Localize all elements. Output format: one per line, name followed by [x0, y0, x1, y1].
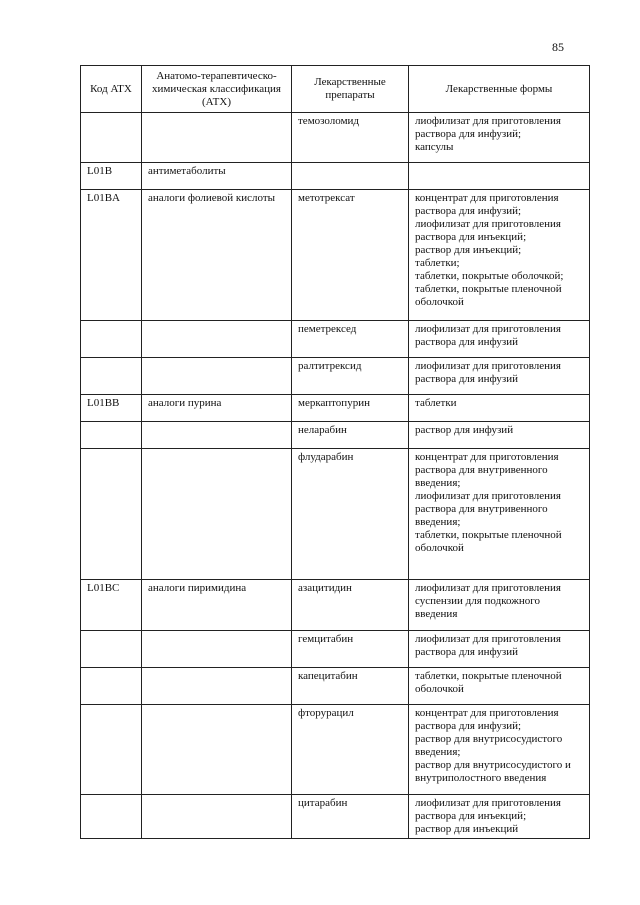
- cell-atx-classification: [142, 422, 292, 449]
- cell-atx-classification: аналоги фолиевой кислоты: [142, 190, 292, 321]
- cell-atx-code: [81, 321, 142, 358]
- cell-drug: пеметрексед: [292, 321, 409, 358]
- cell-atx-classification: [142, 358, 292, 395]
- dosage-form: концентрат для приготовления раствора для инфузий;: [415, 707, 559, 732]
- cell-atx-code: [81, 705, 142, 795]
- header-drugs: Лекарственные препараты: [292, 66, 409, 113]
- table-row: [81, 631, 590, 668]
- dosage-form: лиофилизат для приготовления раствора для инфузий: [415, 360, 561, 385]
- cell-dosage-forms: [409, 422, 590, 449]
- cell-drug: метотрексат: [292, 190, 409, 321]
- cell-drug: азацитидин: [292, 580, 409, 631]
- table-row: [81, 668, 590, 705]
- cell-atx-code: L01BC: [81, 580, 142, 631]
- cell-dosage-forms: [409, 631, 590, 668]
- table-row: [81, 580, 590, 631]
- header-atx-code: Код ATX: [81, 66, 142, 113]
- header-atx-classification: Анатомо-терапевтическо-химическая классификация (АТХ): [142, 66, 292, 113]
- table-row: [81, 395, 590, 422]
- table-row: [81, 190, 590, 321]
- cell-atx-code: [81, 422, 142, 449]
- dosage-form: раствор для инъекций;: [415, 244, 522, 256]
- cell-atx-code: [81, 358, 142, 395]
- dosage-form: раствор для инфузий: [415, 424, 514, 436]
- table-row: [81, 449, 590, 580]
- dosage-form: таблетки, покрытые пленочной оболочкой: [415, 283, 562, 308]
- cell-atx-classification: [142, 449, 292, 580]
- cell-atx-code: L01BA: [81, 190, 142, 321]
- cell-drug: ралтитрексид: [292, 358, 409, 395]
- cell-dosage-forms: [409, 668, 590, 705]
- dosage-form: таблетки, покрытые пленочной оболочкой: [415, 670, 562, 695]
- cell-drug: флударабин: [292, 449, 409, 580]
- table-body: [81, 113, 590, 839]
- dosage-form: раствор для внутрисосудистого и внутриполостного введения: [415, 759, 571, 784]
- cell-drug: неларабин: [292, 422, 409, 449]
- cell-dosage-forms: [409, 113, 590, 163]
- dosage-form: лиофилизат для приготовления раствора для внутривенного введения;: [415, 490, 561, 528]
- table-row: [81, 705, 590, 795]
- table-row: [81, 113, 590, 163]
- cell-atx-classification: антиметаболиты: [142, 163, 292, 190]
- cell-dosage-forms: [409, 358, 590, 395]
- cell-dosage-forms: [409, 163, 590, 190]
- dosage-form: раствор для внутрисосудистого введения;: [415, 733, 563, 758]
- cell-drug: капецитабин: [292, 668, 409, 705]
- table-row: [81, 795, 590, 839]
- dosage-form: лиофилизат для приготовления раствора для инфузий: [415, 323, 561, 348]
- cell-dosage-forms: [409, 190, 590, 321]
- dosage-form: таблетки;: [415, 257, 460, 269]
- dosage-form: таблетки, покрытые пленочной оболочкой: [415, 529, 562, 554]
- dosage-form: лиофилизат для приготовления раствора для инфузий;: [415, 115, 561, 140]
- cell-drug: фторурацил: [292, 705, 409, 795]
- table-row: [81, 358, 590, 395]
- dosage-form: капсулы: [415, 141, 454, 153]
- cell-atx-code: [81, 668, 142, 705]
- cell-atx-code: [81, 631, 142, 668]
- cell-atx-classification: аналоги пурина: [142, 395, 292, 422]
- cell-drug: гемцитабин: [292, 631, 409, 668]
- cell-dosage-forms: [409, 705, 590, 795]
- dosage-form: лиофилизат для приготовления суспензии для подкожного введения: [415, 582, 561, 620]
- cell-dosage-forms: [409, 580, 590, 631]
- cell-atx-classification: [142, 113, 292, 163]
- table-row: [81, 163, 590, 190]
- cell-atx-code: L01BB: [81, 395, 142, 422]
- cell-drug: меркаптопурин: [292, 395, 409, 422]
- table-header-row: [81, 66, 590, 113]
- header-dosage-forms: Лекарственные формы: [409, 66, 590, 113]
- dosage-form: таблетки, покрытые оболочкой;: [415, 270, 564, 282]
- cell-atx-classification: [142, 795, 292, 839]
- dosage-form: лиофилизат для приготовления раствора для инъекций;: [415, 218, 561, 243]
- dosage-form: раствор для инъекций: [415, 823, 519, 835]
- cell-drug: цитарабин: [292, 795, 409, 839]
- cell-dosage-forms: [409, 395, 590, 422]
- dosage-form: лиофилизат для приготовления раствора для инфузий: [415, 633, 561, 658]
- table-row: [81, 321, 590, 358]
- cell-dosage-forms: [409, 321, 590, 358]
- cell-dosage-forms: [409, 449, 590, 580]
- cell-atx-classification: [142, 321, 292, 358]
- dosage-form: концентрат для приготовления раствора для внутривенного введения;: [415, 451, 559, 489]
- cell-atx-code: [81, 795, 142, 839]
- cell-atx-classification: [142, 705, 292, 795]
- atx-table: [80, 65, 590, 839]
- cell-atx-classification: аналоги пиримидина: [142, 580, 292, 631]
- cell-atx-code: [81, 449, 142, 580]
- page-number: 85: [552, 40, 564, 54]
- cell-drug: [292, 163, 409, 190]
- cell-dosage-forms: [409, 795, 590, 839]
- table-row: [81, 422, 590, 449]
- cell-atx-classification: [142, 631, 292, 668]
- cell-drug: темозоломид: [292, 113, 409, 163]
- cell-atx-code: L01B: [81, 163, 142, 190]
- dosage-form: лиофилизат для приготовления раствора для инъекций;: [415, 797, 561, 822]
- dosage-form: таблетки: [415, 397, 457, 409]
- dosage-form: концентрат для приготовления раствора для инфузий;: [415, 192, 559, 217]
- cell-atx-classification: [142, 668, 292, 705]
- cell-atx-code: [81, 113, 142, 163]
